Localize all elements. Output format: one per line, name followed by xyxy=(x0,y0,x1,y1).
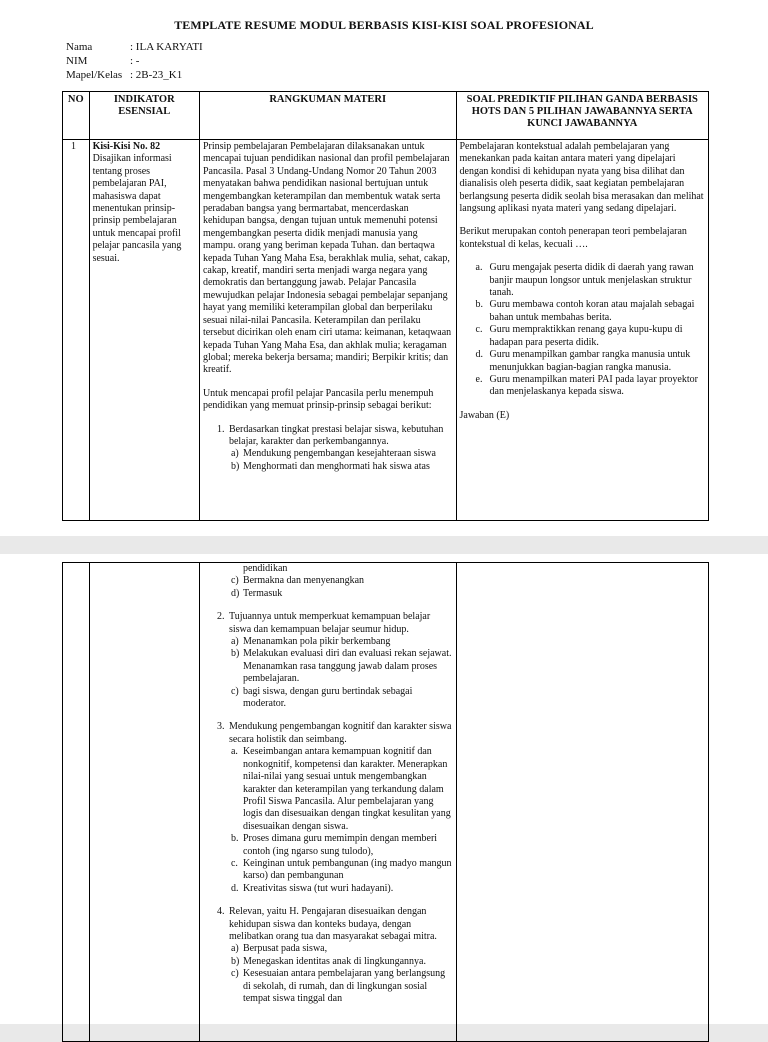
header-rangkuman: RANGKUMAN MATERI xyxy=(199,92,456,140)
list-item xyxy=(217,611,453,636)
sub-list-item xyxy=(231,833,453,858)
sub-text: bagi siswa, dengan guru bertindak sebagai moderator. xyxy=(242,685,413,710)
list-text: Mendukung pengembangan kognitif dan karakter siswa secara holistik dan seimbang. xyxy=(228,721,452,745)
list-number: 3. xyxy=(216,721,225,733)
meta-label: Nama xyxy=(66,41,93,53)
sub-text: Kesesuaian antara pembelajaran yang berlangsung di sekolah, di rumah, dan di lingkungan sosial tempat siswa tinggal dan xyxy=(242,968,446,1004)
sub-number: c. xyxy=(230,857,238,869)
sub-text: Proses dimana guru memimpin dengan memberi contoh (ing ngarso sung tulodo), xyxy=(242,833,438,857)
sub-number: a) xyxy=(230,448,239,460)
sub-list-item xyxy=(231,883,453,895)
sub-text: Mendukung pengembangan kesejahteraan siswa xyxy=(242,448,436,460)
list-number: 1. xyxy=(216,423,225,435)
meta-label: NIM xyxy=(66,55,88,67)
sub-list-item xyxy=(231,686,453,711)
sub-text: Keseimbangan antara kemampuan kognitif dan nonkognitif, kompetensi dan karakter. Menerapkan nilai-nilai yang sesuai untuk mengembangkan karakter dan keterampilan yang terkandung dalam Profil Siswa Pancasila. Alur pembelajaran yang logis dan disesuaikan dengan tingkat kesulitan yang disesuaikan dengan siswa. xyxy=(242,746,451,832)
soal-question: Berikut merupakan contoh penerapan teori pembelajaran kontekstual di kelas, kecuali …. xyxy=(459,226,687,250)
sub-number: b. xyxy=(230,833,239,845)
sub-number: b) xyxy=(230,648,240,660)
meta-value: : ILA KARYATI xyxy=(130,41,203,53)
meta-value: : 2B-23_K1 xyxy=(130,69,183,81)
list-number: 4. xyxy=(216,906,225,918)
indikator-text: Disajikan informasi tentang proses pembelajaran PAI, mahasiswa dapat menentukan prinsip-prinsip pembelajaran untuk mencapai profil pelajar pancasila yang sesuai. xyxy=(92,153,182,264)
indikator-cell xyxy=(89,140,199,521)
sub-list-item xyxy=(231,943,453,955)
page-2 xyxy=(0,554,768,1024)
list-text: Berdasarkan tingkat prestasi belajar siswa, kebutuhan belajar, karakter dan perkembangannya. xyxy=(228,423,444,447)
option-letter: e. xyxy=(475,373,483,385)
principle-list xyxy=(203,424,453,474)
sub-number: d) xyxy=(230,587,240,599)
sub-text: Menegaskan identitas anak di lingkungannya. xyxy=(242,955,426,967)
sub-list xyxy=(231,636,453,710)
sub-number: c) xyxy=(230,968,239,980)
document-title: TEMPLATE RESUME MODUL BERBASIS KISI-KISI SOAL PROFESIONAL xyxy=(174,18,594,32)
option-letter: d. xyxy=(475,349,483,361)
sub-text: Kreativitas siswa (tut wuri hadayani). xyxy=(242,882,394,894)
list-text: Tujuannya untuk memperkuat kemampuan belajar siswa dan kemampuan belajar seumur hidup. xyxy=(228,611,431,635)
sub-list-item xyxy=(231,956,453,968)
meta-label: Mapel/Kelas xyxy=(66,69,123,81)
sub-list-item xyxy=(231,448,453,460)
option-text: Guru mempraktikkan renang gaya kupu-kupu di hadapan para peserta didik. xyxy=(489,324,683,348)
rangkuman-paragraph: Prinsip pembelajaran Pembelajaran dilaksanakan untuk mencapai tujuan pendidikan nasional dan profil pembelajaran Pancasila. Pasal 3 Undang-Undang Nomor 20 Tahun 2003 menyatakan bahwa pendidikan nasional bertujuan untuk mengembangkan keterampilan dan membentuk watak serta peradaban bangsa yang bermartabat, mencerdaskan kehidupan bangsa, dengan tujuan untuk memenuhi potensi mengembangkan peserta didik menjadi manusia yang mampu. orang yang beriman kepada Tuhan. dan bertaqwa kepada Tuhan Yang Maha Esa, berakhlak mulia, sehat, cakap, cakap, kreatif, mandiri serta menjadi warga negara yang demokratis dan bertanggung jawab. Pelajar Pancasila mewujudkan pelajar Indonesia sebagai pembelajar sepanjang hayat yang memiliki keterampilan global dan berperilaku sesuai nilai-nilai Pancasila. Keterampilan dan perilaku tersebut dicirikan oleh enam ciri utama: keimanan, ketaqwaan kepada Tuhan Yang Maha Esa, dan akhlak mulia; keragaman global; mereka bekerja bersama; mandiri; Berpikir kritis; dan kreatif. xyxy=(202,141,452,376)
soal-cell xyxy=(456,140,709,521)
option-letter: a. xyxy=(475,262,483,274)
meta-value: : - xyxy=(130,55,140,67)
sub-list-item xyxy=(231,636,453,648)
table-row xyxy=(63,140,709,521)
sub-text: Melakukan evaluasi diri dan evaluasi rekan sejawat. Menanamkan rasa tanggung jawab dalam proses pembelajaran. xyxy=(242,648,452,685)
row-number: 1 xyxy=(63,140,90,521)
sub-number: a. xyxy=(230,746,238,758)
rangkuman-cell xyxy=(199,140,456,521)
sub-number: c) xyxy=(230,685,239,697)
rangkuman-paragraph: Untuk mencapai profil pelajar Pancasila perlu menempuh pendidikan yang memuat prinsip-prinsip sebagai berikut: xyxy=(202,387,434,412)
answer-option xyxy=(460,324,706,349)
row-number xyxy=(63,563,90,1042)
student-info xyxy=(66,40,203,82)
sub-text: Termasuk xyxy=(242,587,283,599)
meta-row-nim xyxy=(66,54,203,68)
option-text: Guru menampilkan materi PAI pada layar proyektor dan menjelaskanya kepada siswa. xyxy=(489,373,698,398)
sub-list-item xyxy=(231,648,453,685)
table-row xyxy=(63,563,709,1042)
option-text: Guru menampilkan gambar rangka manusia untuk menunjukkan bagian-bagian rangka manusia. xyxy=(489,349,691,373)
sub-number: b) xyxy=(230,955,240,967)
answer-option xyxy=(460,262,706,299)
list-item xyxy=(217,906,453,943)
indikator-cell xyxy=(89,563,199,1042)
answer-option xyxy=(460,299,706,324)
sub-text: Bermakna dan menyenangkan xyxy=(242,575,365,587)
meta-row-mapel xyxy=(66,68,203,82)
resume-table-continued xyxy=(62,562,709,1042)
sub-list xyxy=(231,448,453,473)
sub-number: d. xyxy=(230,882,239,894)
sub-number: a) xyxy=(230,943,239,955)
soal-stimulus: Pembelajaran kontekstual adalah pembelajaran yang menekankan pada kaitan antara materi yang dipelajari dengan kondisi di kehidupan nyata yang bisa dilihat dan dianalisis oleh peserta didik, saat kegiatan pembelajaran berlangsung peserta didik seolah bisa merasakan dan melihat langsung aplikasi nyata materi yang sedang dipelajari. xyxy=(459,141,704,215)
sub-list-item xyxy=(231,588,453,600)
sub-list xyxy=(231,746,453,895)
soal-cell xyxy=(456,563,709,1042)
sub-number: a) xyxy=(230,636,239,648)
sub-list xyxy=(231,575,453,600)
sub-list-item xyxy=(231,858,453,883)
sub-list-item xyxy=(231,746,453,833)
option-text: Guru mengajak peserta didik di daerah yang rawan banjir maupun longsor untuk menjelaskan struktur tanah. xyxy=(489,262,694,299)
sub-text: Menghormati dan menghormati hak siswa atas xyxy=(242,460,430,472)
rangkuman-cell xyxy=(199,563,456,1042)
sub-number: c) xyxy=(230,575,239,587)
list-text: Relevan, yaitu H. Pengajaran disesuaikan dengan kehidupan siswa dan konteks budaya, dengan melibatkan orang tua dan masyarakat sebagai mitra. xyxy=(228,906,437,942)
kisi-kisi-title: Kisi-Kisi No. 82 xyxy=(92,141,161,152)
sub-number: b) xyxy=(230,460,240,472)
sub-text: Keinginan untuk pembangunan (ing madyo mangun karso) dan pembangunan xyxy=(242,857,452,882)
resume-table xyxy=(62,91,709,521)
continued-text: pendidikan xyxy=(242,563,288,574)
answer-option xyxy=(460,349,706,374)
option-letter: c. xyxy=(475,324,483,336)
list-item xyxy=(217,424,453,449)
sub-list xyxy=(231,943,453,1005)
sub-list-item xyxy=(231,968,453,1005)
table-header-row xyxy=(63,92,709,140)
list-number: 2. xyxy=(216,611,225,623)
header-no: NO xyxy=(63,92,90,140)
sub-list-item xyxy=(231,461,453,473)
sub-text: Berpusat pada siswa, xyxy=(242,943,328,955)
option-letter: b. xyxy=(475,299,483,311)
answer-option xyxy=(460,374,706,399)
option-text: Guru membawa contoh koran atau majalah sebagai bahan untuk membahas berita. xyxy=(489,299,695,323)
answer-key: Jawaban (E) xyxy=(459,409,510,421)
header-soal: SOAL PREDIKTIF PILIHAN GANDA BERBASIS HOTS DAN 5 PILIHAN JAWABANNYA SERTA KUNCI JAWABANNYA xyxy=(456,92,709,140)
sub-list-item xyxy=(231,575,453,587)
sub-text: Menanamkan pola pikir berkembang xyxy=(242,636,391,648)
meta-row-nama xyxy=(66,40,203,54)
list-item xyxy=(217,721,453,746)
answer-options xyxy=(460,262,706,398)
header-indikator: INDIKATOR ESENSIAL xyxy=(89,92,199,140)
